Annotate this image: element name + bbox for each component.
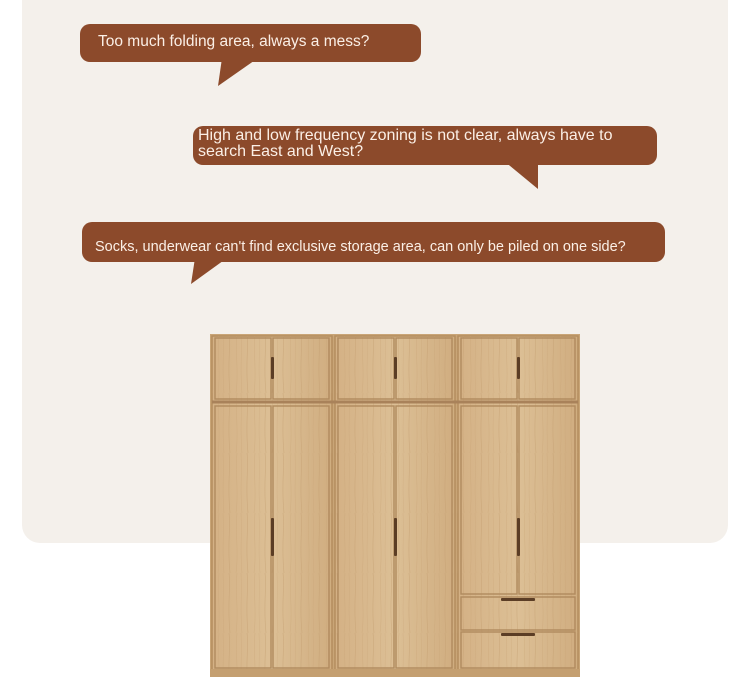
speech-bubble-socks [82, 222, 665, 262]
speech-bubble-tail [500, 161, 550, 191]
speech-bubble-tail [185, 258, 235, 288]
bubble-text-socks: Socks, underwear can't find exclusive storage area, can only be piled on one side? [95, 239, 626, 255]
speech-bubble-folding [80, 24, 421, 62]
speech-bubble-zoning [193, 126, 657, 165]
wardrobe-image [208, 333, 582, 679]
bubble-text-folding: Too much folding area, always a mess? [98, 33, 370, 50]
speech-bubble-tail [210, 58, 260, 88]
bubble-text-zoning: High and low frequency zoning is not clear, always have to search East and West? [198, 127, 613, 160]
